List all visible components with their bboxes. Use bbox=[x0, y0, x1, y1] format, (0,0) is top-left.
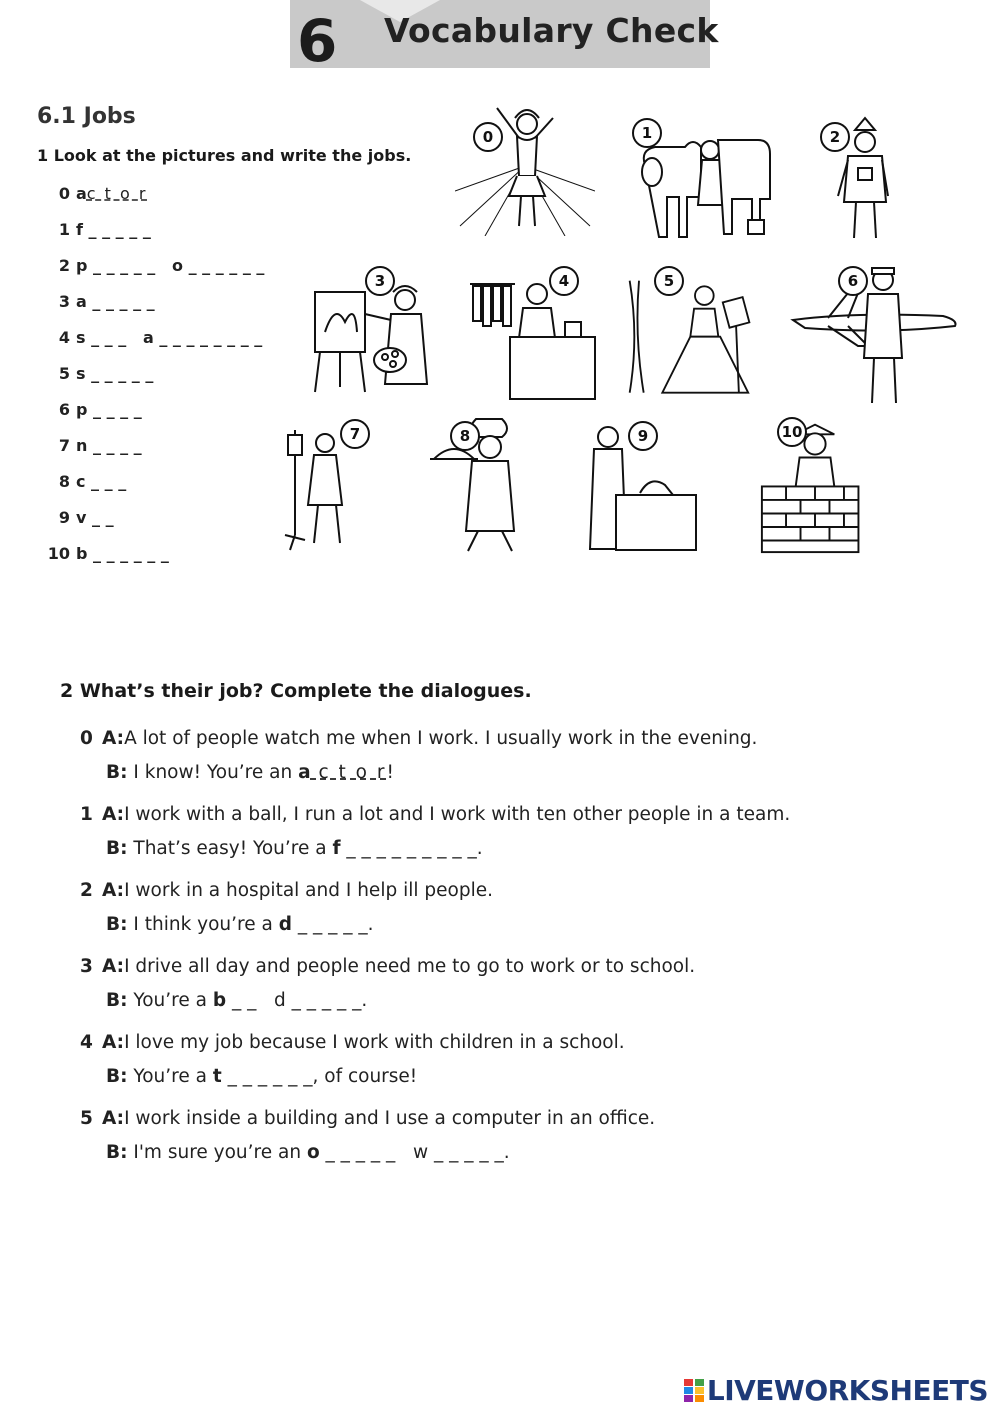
pilot-plane-icon bbox=[788, 258, 963, 408]
exercise1-item[interactable]: 10 b _ _ _ _ _ _ bbox=[47, 544, 169, 563]
picture-number: 9 bbox=[628, 421, 658, 451]
dialogue-item: 1 A:I work with a ball, I run a lot and I work with ten other people in a team. B: That’s easy! You’re a f _ _ _ _ _ _ _ _ _. bbox=[80, 804, 791, 859]
picture-number: 7 bbox=[340, 419, 370, 449]
picture-number: 1 bbox=[632, 118, 662, 148]
exercise1-item[interactable]: 2 p _ _ _ _ _ o _ _ _ _ _ _ bbox=[58, 256, 265, 275]
singer-icon bbox=[620, 262, 770, 402]
picture-number: 0 bbox=[473, 122, 503, 152]
exercise1-item[interactable]: 1 f _ _ _ _ _ bbox=[58, 220, 151, 239]
exercise2-instruction: 2 What’s their job? Complete the dialogues. bbox=[60, 680, 532, 702]
dialogue-item: 5 A:I work inside a building and I use a computer in an office. B: I'm sure you’re an o _ _ _ _ _ w _ _ _ _ _. bbox=[80, 1108, 656, 1163]
exercise1-item[interactable]: 0 ac t o r bbox=[58, 184, 148, 203]
nurse-drip-icon bbox=[280, 415, 420, 555]
dialogue-item: 4 A:I love my job because I work with children in a school. B: You’re a t _ _ _ _ _ _, of course! bbox=[80, 1032, 625, 1087]
unit-number: 6 bbox=[297, 7, 338, 75]
builder-wall-icon bbox=[755, 415, 875, 555]
dialogue-item: 2 A:I work in a hospital and I help ill people. B: I think you’re a d _ _ _ _ _. bbox=[80, 880, 493, 935]
exercise1-item[interactable]: 8 c _ _ _ bbox=[58, 472, 127, 491]
farmer-cow-icon bbox=[630, 110, 780, 250]
picture-number: 10 bbox=[777, 417, 807, 447]
picture-number: 5 bbox=[654, 266, 684, 296]
exercise1-item[interactable]: 3 a _ _ _ _ _ bbox=[58, 292, 155, 311]
exercise1-item[interactable]: 6 p _ _ _ _ bbox=[58, 400, 142, 419]
picture-number: 6 bbox=[838, 266, 868, 296]
police-officer-icon bbox=[790, 110, 930, 250]
picture-number: 8 bbox=[450, 421, 480, 451]
shop-assistant-icon bbox=[465, 262, 605, 402]
artist-easel-icon bbox=[305, 262, 445, 402]
actor-icon bbox=[455, 96, 595, 236]
picture-number: 3 bbox=[365, 266, 395, 296]
liveworksheets-logo-icon bbox=[683, 1377, 705, 1403]
brand-logo: LIVEWORKSHEETS bbox=[683, 1374, 988, 1407]
exercise1-instruction: 1 Look at the pictures and write the jobs. bbox=[37, 146, 412, 165]
exercise1-item[interactable]: 7 n _ _ _ _ bbox=[58, 436, 142, 455]
exercise1-item[interactable]: 4 s _ _ _ a _ _ _ _ _ _ _ _ bbox=[58, 328, 263, 347]
cook-icon bbox=[420, 415, 560, 555]
exercise1-item[interactable]: 9 v _ _ bbox=[58, 508, 114, 527]
picture-number: 2 bbox=[820, 122, 850, 152]
section-title: 6.1 Jobs bbox=[37, 104, 136, 129]
vet-icon bbox=[580, 415, 720, 555]
dialogue-item: 0 A:A lot of people watch me when I work. I usually work in the evening. B: I know! You’re an a c t o r! bbox=[80, 728, 758, 783]
exercise1-item[interactable]: 5 s _ _ _ _ _ bbox=[58, 364, 154, 383]
answer-example: c t o r bbox=[86, 184, 148, 203]
exercise2-list bbox=[80, 722, 940, 1178]
exercise1-list bbox=[40, 184, 290, 580]
picture-number: 4 bbox=[549, 266, 579, 296]
page-title: Vocabulary Check bbox=[384, 11, 719, 50]
dialogue-item: 3 A:I drive all day and people need me to go to work or to school. B: You’re a b _ _ d _ _ _ _ _. bbox=[80, 956, 696, 1011]
